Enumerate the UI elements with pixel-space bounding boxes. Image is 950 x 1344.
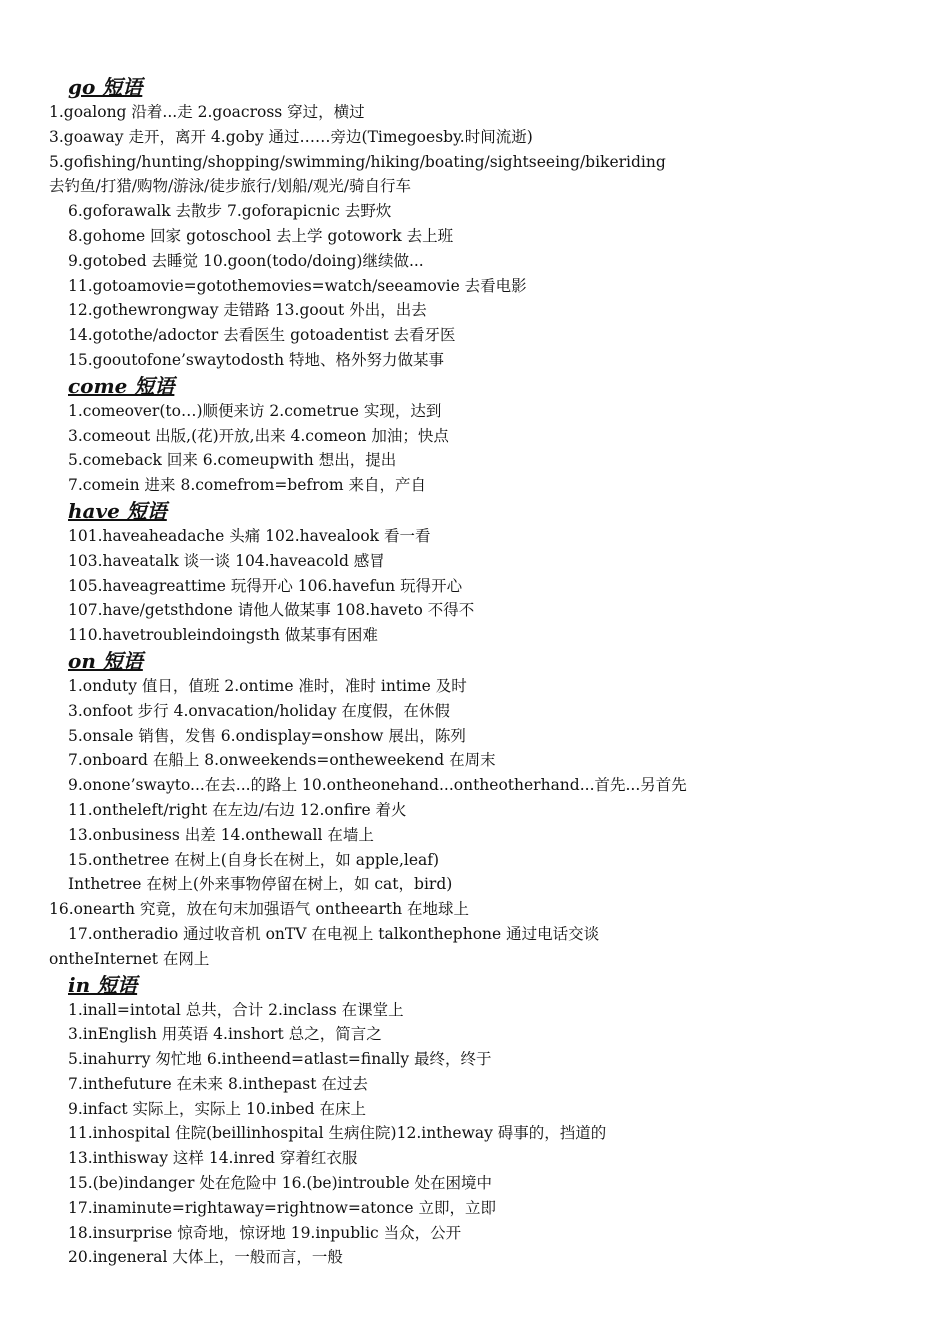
phrase-line: 11.inhospital 住院(beillinhospital 生病住院)12.intheway 碍事的，挡道的: [68, 1124, 607, 1143]
phrase-line: 15.onthetree 在树上(自身长在树上，如 apple,leaf): [68, 850, 440, 869]
phrase-line: 1.goalong 沿着...走 2.goacross 穿过，横过: [49, 103, 365, 121]
phrase-section: [0, 498, 950, 648]
phrase-section: [0, 373, 950, 498]
section-heading: come 短语: [68, 373, 175, 398]
phrase-line: 14.gotothe/adoctor 去看医生 gotoadentist 去看牙医: [68, 326, 456, 345]
section-heading: in 短语: [68, 972, 138, 997]
phrase-line: 12.gothewrongway 走错路 13.goout 外出，出去: [68, 301, 427, 320]
phrase-line: 7.comein 进来 8.comefrom=befrom 来自，产自: [68, 476, 426, 495]
phrase-line: 107.have/getsthdone 请他人做某事 108.haveto 不得不: [68, 601, 475, 620]
phrase-line: 17.inaminute=rightaway=rightnow=atonce 立即，立即: [68, 1198, 496, 1217]
phrase-line: 5.onsale 销售，发售 6.ondisplay=onshow 展出，陈列: [68, 726, 466, 745]
phrase-line: 1.comeover(to…)顺便来访 2.cometrue 实现，达到: [68, 401, 442, 420]
phrase-line: 8.gohome 回家 gotoschool 去上学 gotowork 去上班: [68, 226, 454, 245]
phrase-line: 9.gotobed 去睡觉 10.goon(todo/doing)继续做...: [68, 251, 424, 270]
phrase-line: 7.inthefuture 在未来 8.inthepast 在过去: [68, 1074, 368, 1093]
phrase-line: 16.onearth 究竟，放在句末加强语气 ontheearth 在地球上: [49, 900, 470, 919]
phrase-line: 7.onboard 在船上 8.onweekends=ontheweekend 在周末: [68, 751, 496, 770]
phrase-line: 9.onone’swayto...在去...的路上 10.ontheonehand...ontheotherhand...首先...另首先: [68, 776, 687, 795]
phrase-section: [0, 972, 950, 1271]
phrase-line: 9.infact 实际上，实际上 10.inbed 在床上: [68, 1099, 367, 1118]
phrase-line: 13.onbusiness 出差 14.onthewall 在墙上: [68, 825, 374, 844]
phrase-line: 3.comeout 出版,(花)开放,出来 4.comeon 加油；快点: [68, 426, 449, 445]
phrase-section: [0, 74, 950, 373]
phrase-line: 101.haveaheadache 头痛 102.havealook 看一看: [68, 526, 431, 545]
phrase-line: 13.inthisway 这样 14.inred 穿着红衣服: [68, 1149, 358, 1168]
phrase-line: 1.inall=intotal 总共，合计 2.inclass 在课堂上: [68, 1000, 404, 1019]
phrase-line: 3.onfoot 步行 4.onvacation/holiday 在度假，在休假: [68, 701, 450, 720]
phrase-line: 103.haveatalk 谈一谈 104.haveacold 感冒: [68, 551, 385, 570]
section-heading: have 短语: [68, 498, 167, 523]
phrase-line: 5.gofishing/hunting/shopping/swimming/hiking/boating/sightseeing/bikeriding: [49, 152, 666, 171]
phrase-line: 105.haveagreattime 玩得开心 106.havefun 玩得开心: [68, 576, 463, 595]
phrase-line: Inthetree 在树上(外来事物停留在树上，如 cat，bird): [68, 875, 453, 894]
phrase-line: 5.inahurry 匆忙地 6.intheend=atlast=finally 最终，终于: [68, 1050, 492, 1069]
phrase-line: ontheInternet 在网上: [49, 949, 210, 968]
phrase-line: 17.ontheradio 通过收音机 onTV 在电视上 talkonthephone 通过电话交谈: [68, 924, 600, 943]
phrase-line: 11.ontheleft/right 在左边/右边 12.onfire 着火: [68, 800, 407, 819]
phrase-line: 3.inEnglish 用英语 4.inshort 总之，简言之: [68, 1025, 382, 1044]
phrase-line: 110.havetroubleindoingsth 做某事有困难: [68, 626, 378, 645]
phrase-line: 18.insurprise 惊奇地，惊讶地 19.inpublic 当众，公开: [68, 1223, 462, 1242]
phrase-line: 20.ingeneral 大体上，一般而言，一般: [68, 1248, 343, 1267]
phrase-line: 3.goaway 走开，离开 4.goby 通过……旁边(Timegoesby.时间流逝): [49, 127, 533, 146]
phrase-line: 6.goforawalk 去散步 7.goforapicnic 去野炊: [68, 202, 392, 221]
phrase-line: 去钓鱼/打猎/购物/游泳/徒步旅行/划船/观光/骑自行车: [49, 177, 412, 196]
section-heading: go 短语: [68, 75, 143, 99]
document-body: [0, 74, 950, 1270]
phrase-line: 11.gotoamovie=gotothemovies=watch/seeamovie 去看电影: [68, 276, 527, 295]
phrase-line: 5.comeback 回来 6.comeupwith 想出，提出: [68, 451, 397, 470]
phrase-section: [0, 648, 950, 972]
section-heading: on 短语: [68, 648, 143, 673]
phrase-line: 1.onduty 值日，值班 2.ontime 准时，准时 intime 及时: [68, 676, 467, 695]
phrase-line: 15.(be)indanger 处在危险中 16.(be)introuble 处在困境中: [68, 1174, 492, 1193]
phrase-line: 15.gooutofone’swaytodosth 特地、格外努力做某事: [68, 350, 445, 369]
